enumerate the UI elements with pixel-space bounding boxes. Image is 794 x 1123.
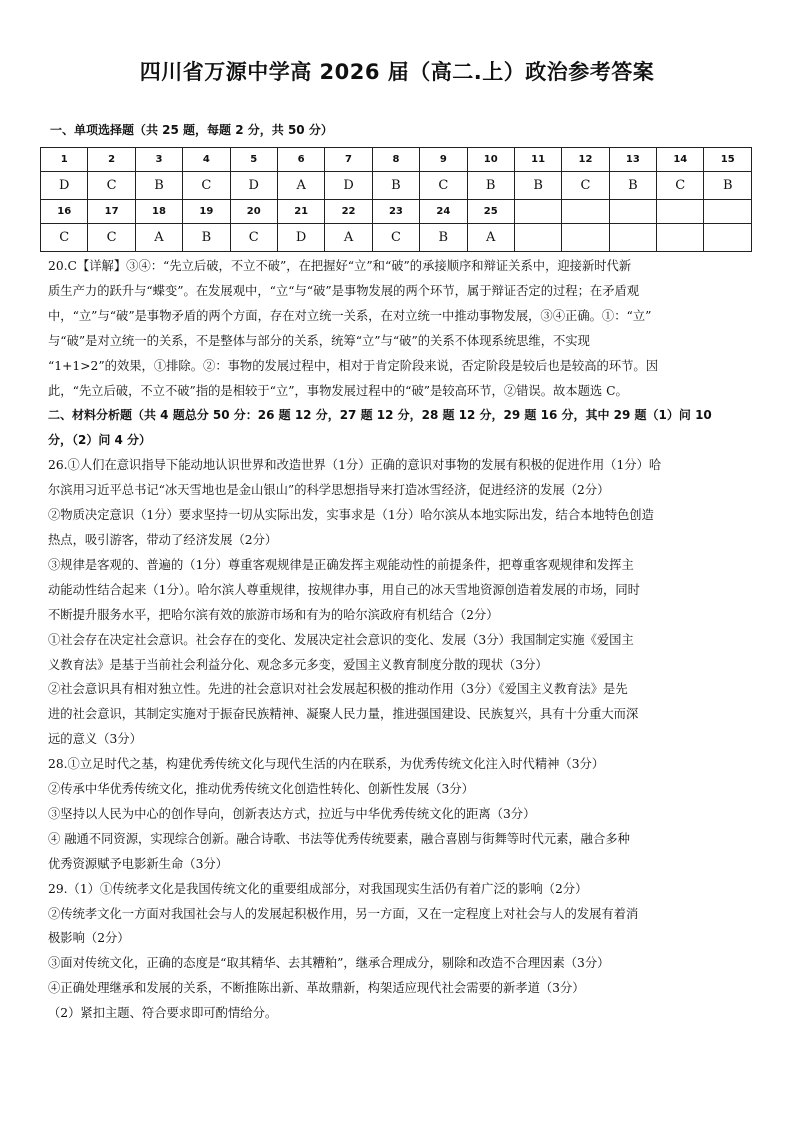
empty-cell [562, 224, 609, 252]
q20-line: 中，“立”与“破”是事物矛盾的两个方面，存在对立统一关系，在对立统一中推动事物发展，③④正确。①：“立” [48, 308, 652, 323]
answer-cell: D [41, 172, 88, 200]
q26-line: ②物质决定意识（1分）要求坚持一切从实际出发，实事求是（1分）哈尔滨从本地实际出发，结合本地特色创造 [48, 508, 654, 523]
answer-cell: B [514, 172, 561, 200]
q29-line: （2）紧扣主题、符合要求即可酌情给分。 [48, 1006, 278, 1021]
answer-table-row-answers-2 [41, 224, 752, 252]
q26-line: ③规律是客观的、普遍的（1分）尊重客观规律是正确发挥主观能动性的前提条件，把尊重客观规律和发挥主 [48, 557, 634, 572]
question-number-cell: 15 [704, 148, 752, 172]
answer-body [48, 254, 754, 1026]
answer-cell: C [562, 172, 609, 200]
answer-cell: D [277, 224, 324, 252]
q26-line: 不断提升服务水平，把哈尔滨有效的旅游市场和有为的哈尔滨政府有机结合（2分） [48, 607, 499, 622]
q29-line: 29.（1）①传统孝文化是我国传统文化的重要组成部分，对我国现实生活仍有着广泛的影响（2分） [48, 881, 588, 896]
q20-line: 20.C【详解】③④：“先立后破，不立不破”，在把握好“立”和“破”的承接顺序和辩证关系中，迎接新时代新 [48, 259, 632, 273]
question-number-cell: 21 [277, 200, 324, 224]
q29-line: 极影响（2分） [48, 931, 130, 946]
question-number-cell: 6 [277, 148, 324, 172]
question-number-cell: 20 [230, 200, 277, 224]
question-number-cell: 24 [420, 200, 467, 224]
section2-heading: 二、材料分析题（共 4 题总分 50 分：26 题 12 分，27 题 12 分，28 题 12 分，29 题 16 分，其中 29 题（1）问 10 [48, 408, 712, 423]
empty-cell [657, 224, 704, 252]
q26-line: 热点，吸引游客，带动了经济发展（2分） [48, 532, 278, 547]
empty-cell [657, 200, 704, 224]
answer-cell: C [420, 172, 467, 200]
question-number-cell: 11 [514, 148, 561, 172]
question-number-cell: 4 [183, 148, 230, 172]
answer-cell: C [88, 224, 135, 252]
answer-cell: D [325, 172, 372, 200]
q28-line: ③坚持以人民为中心的创作导向，创新表达方式，拉近与中华优秀传统文化的距离（3分） [48, 806, 536, 821]
answer-cell: C [183, 172, 230, 200]
q27-line: 进的社会意识，其制定实施对于振奋民族精神、凝聚人民力量，推进强国建设、民族复兴，具有十分重大而深 [48, 707, 639, 722]
question-number-cell: 13 [609, 148, 656, 172]
answer-cell: C [88, 172, 135, 200]
q27-line: 义教育法》是基于当前社会利益分化、观念多元多变，爱国主义教育制度分散的现状（3分） [48, 657, 548, 672]
q29-line: ③面对传统文化，正确的态度是“取其精华、去其糟粕”，继承合理成分，剔除和改造不合理因素（3分） [48, 956, 610, 971]
question-number-cell: 5 [230, 148, 277, 172]
answer-cell: D [230, 172, 277, 200]
answer-cell: B [372, 172, 419, 200]
empty-cell [609, 224, 656, 252]
question-number-cell: 3 [135, 148, 182, 172]
question-number-cell: 14 [657, 148, 704, 172]
question-number-cell: 22 [325, 200, 372, 224]
answer-cell: A [325, 224, 372, 252]
empty-cell [562, 200, 609, 224]
empty-cell [514, 200, 561, 224]
empty-cell [704, 200, 752, 224]
question-number-cell: 9 [420, 148, 467, 172]
q26-line: 尔滨用习近平总书记“冰天雪地也是金山银山”的科学思想指导来打造冰雪经济，促进经济的发展（2分） [48, 483, 610, 498]
section2-heading: 分，（2）问 4 分） [48, 433, 152, 448]
section1-heading: 一、单项选择题（共 25 题，每题 2 分，共 50 分） [50, 123, 333, 137]
answer-cell: C [657, 172, 704, 200]
q27-line: 远的意义（3分） [48, 732, 142, 747]
question-number-cell: 12 [562, 148, 609, 172]
answer-cell: B [183, 224, 230, 252]
answer-cell: A [467, 224, 514, 252]
answer-cell: A [277, 172, 324, 200]
question-number-cell: 8 [372, 148, 419, 172]
question-number-cell: 10 [467, 148, 514, 172]
q28-line: ④ 融通不同资源，实现综合创新。融合诗歌、书法等优秀传统要素，融合喜剧与街舞等时代元素，融合多种 [48, 831, 630, 846]
question-number-cell: 19 [183, 200, 230, 224]
question-number-cell: 23 [372, 200, 419, 224]
empty-cell [514, 224, 561, 252]
q20-line: 与“破”是对立统一的关系，不是整体与部分的关系，统筹“立”与“破”的关系不体现系统思维，不实现 [48, 333, 590, 348]
empty-cell [704, 224, 752, 252]
q29-line: ④正确处理继承和发展的关系，不断推陈出新、革故鼎新，构架适应现代社会需要的新孝道（3分） [48, 981, 585, 996]
empty-cell [609, 200, 656, 224]
page-title: 四川省万源中学高 2026 届（高二.上）政治参考答案 [139, 60, 655, 84]
q26-line: 26.①人们在意识指导下能动地认识世界和改造世界（1分）正确的意识对事物的发展有积极的促进作用（1分）哈 [48, 458, 662, 473]
q26-line: 动能动性结合起来（1分）。哈尔滨人尊重规律，按规律办事，用自己的冰天雪地资源创造着发展的市场，同时 [48, 582, 640, 597]
answer-table-row-numbers-2 [41, 200, 752, 224]
answer-cell: A [135, 224, 182, 252]
q20-line: 此，“先立后破，不立不破”指的是相较于“立”，事物发展过程中的“破”是较高环节，②错误。故本题选 C。 [48, 383, 628, 398]
answer-cell: C [372, 224, 419, 252]
question-number-cell: 16 [41, 200, 88, 224]
answer-cell: B [704, 172, 752, 200]
answer-table-row-answers-1 [41, 172, 752, 200]
answer-cell: B [609, 172, 656, 200]
answer-cell: B [420, 224, 467, 252]
question-number-cell: 7 [325, 148, 372, 172]
answer-cell: C [230, 224, 277, 252]
question-number-cell: 18 [135, 200, 182, 224]
q28-line: 28.①立足时代之基，构建优秀传统文化与现代生活的内在联系，为优秀传统文化注入时代精神（3分） [48, 757, 605, 772]
q20-line: 质生产力的跃升与“蝶变”。在发展观中，“立“与“破”是事物发展的两个环节，属于辩证否定的过程；在矛盾观 [48, 283, 640, 298]
answer-table [40, 147, 752, 252]
q28-line: ②传承中华优秀传统文化，推动优秀传统文化创造性转化、创新性发展（3分） [48, 782, 474, 797]
question-number-cell: 2 [88, 148, 135, 172]
answer-cell: B [467, 172, 514, 200]
q29-line: ②传统孝文化一方面对我国社会与人的发展起积极作用，另一方面，又在一定程度上对社会与人的发展有着消 [48, 906, 639, 921]
q27-line: ①社会存在决定社会意识。社会存在的变化、发展决定社会意识的变化、发展（3分）我国制定实施《爱国主 [48, 632, 634, 647]
question-number-cell: 17 [88, 200, 135, 224]
question-number-cell: 1 [41, 148, 88, 172]
answer-cell: B [135, 172, 182, 200]
q28-line: 优秀资源赋予电影新生命（3分） [48, 856, 228, 871]
q27-line: ②社会意识具有相对独立性。先进的社会意识对社会发展起积极的推动作用（3分）《爱国主义教育法》是先 [48, 682, 628, 697]
answer-cell: C [41, 224, 88, 252]
answer-table-row-numbers-1 [41, 148, 752, 172]
q20-line: “1+1>2”的效果，①排除。②：事物的发展过程中，相对于肯定阶段来说，否定阶段是较后也是较高的环节。因 [48, 358, 659, 373]
question-number-cell: 25 [467, 200, 514, 224]
